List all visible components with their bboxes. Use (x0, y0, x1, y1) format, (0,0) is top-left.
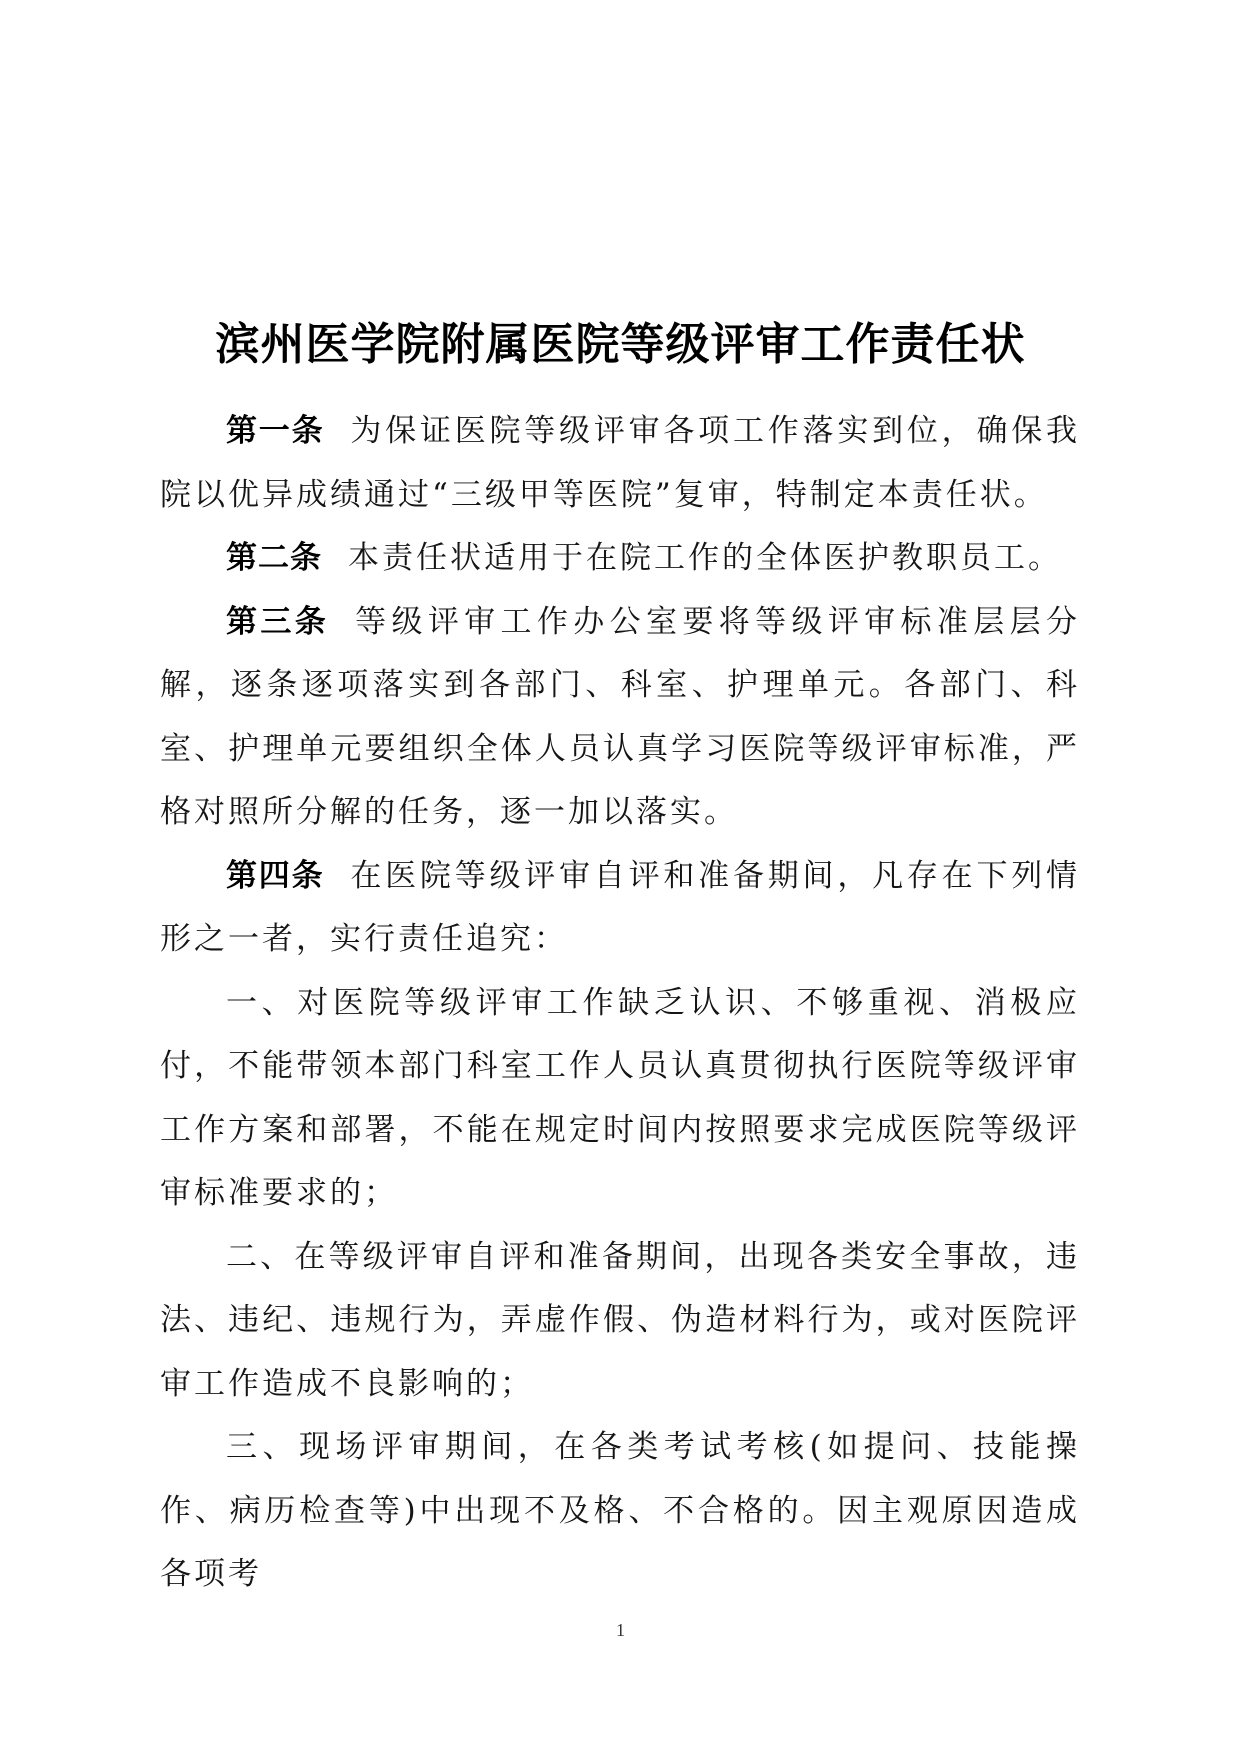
clause-text: 一、对医院等级评审工作缺乏认识、不够重视、消极应付，不能带领本部门科室工作人员认真贯彻执行医院等级评审工作方案和部署，不能在规定时间内按照要求完成医院等级评审标准要求的； (160, 984, 1080, 1211)
article-text: 在医院等级评审自评和准备期间，凡存在下列情形之一者，实行责任追究： (160, 857, 1081, 957)
article-text: 为保证医院等级评审各项工作落实到位，确保我院以优异成绩通过“三级甲等医院”复审，特制定本责任状。 (160, 413, 1081, 513)
clause-paragraph (160, 1226, 1080, 1417)
clause-paragraph (160, 972, 1080, 1226)
article-label: 第三条 (226, 603, 330, 640)
article-label: 第二条 (226, 540, 322, 576)
document-body (160, 400, 1080, 1607)
article-label: 第一条 (226, 413, 325, 449)
page-number: 1 (616, 1620, 625, 1640)
article-text: 本责任状适用于在院工作的全体医护教职员工。 (348, 540, 1062, 576)
article-paragraph (160, 527, 1080, 591)
document-title: 滨州医学院附属医院等级评审工作责任状 (215, 319, 1026, 371)
clause-text: 三、现场评审期间，在各类考试考核(如提问、技能操作、病历检查等)中出现不及格、不合格的。因主观原因造成各项考 (160, 1429, 1080, 1592)
article-label: 第四条 (226, 857, 325, 894)
clause-paragraph (160, 1416, 1080, 1607)
article-paragraph (160, 845, 1080, 972)
article-paragraph (160, 400, 1080, 527)
article-text: 等级评审工作办公室要将等级评审标准层层分解，逐条逐项落实到各部门、科室、护理单元。各部门、科室、护理单元要组织全体人员认真学习医院等级评审标准，严格对照所分解的任务，逐一加以落实。 (160, 603, 1081, 830)
article-paragraph (160, 591, 1080, 845)
clause-text: 二、在等级评审自评和准备期间，出现各类安全事故，违法、违纪、违规行为，弄虚作假、伪造材料行为，或对医院评审工作造成不良影响的； (160, 1238, 1080, 1402)
